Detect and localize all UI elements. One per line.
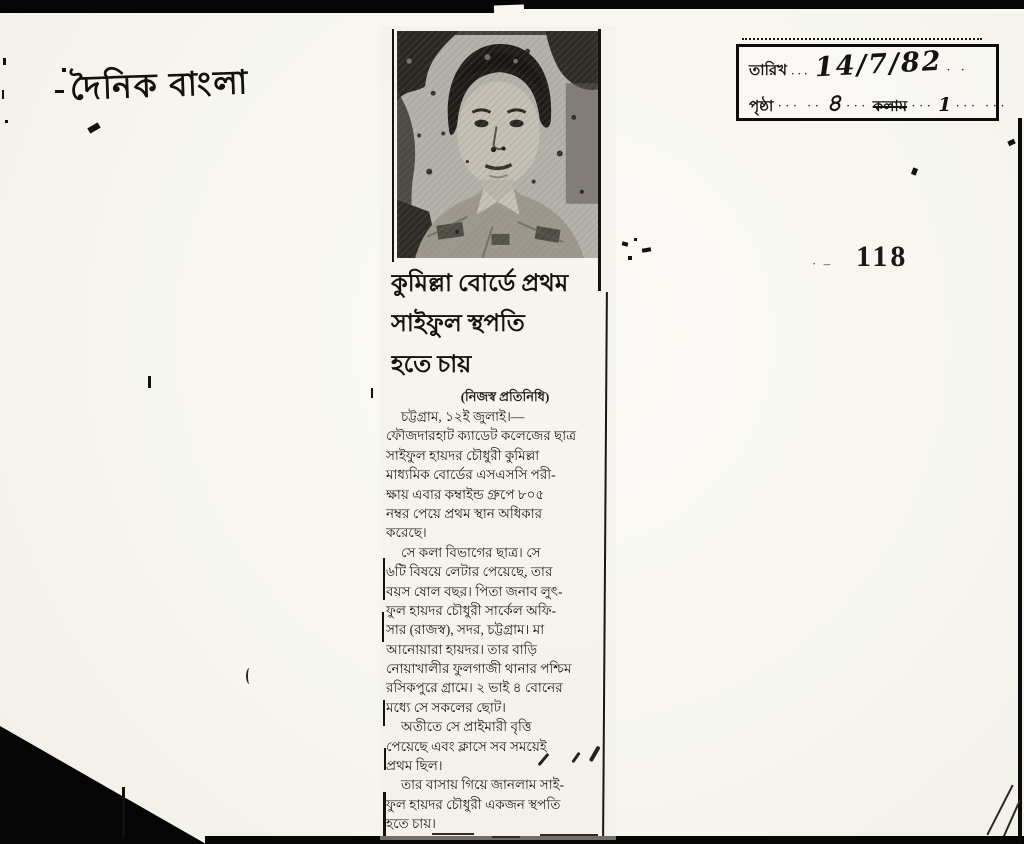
headline-line-3: হতে চায়	[391, 352, 472, 378]
body-line: ফুল হায়দর চৌধুরী একজন স্থপতি	[386, 796, 561, 812]
handwritten-page-number: ৪	[825, 87, 843, 118]
body-line: প্রথম ছিল।	[386, 758, 443, 774]
ink-speck	[634, 238, 637, 241]
body-line: নোয়াখালীর ফুলগাজী থানার পশ্চিম	[386, 661, 572, 677]
ink-speck	[55, 90, 64, 93]
photo-left-border	[392, 29, 394, 262]
body-line: ফুল হায়দর চৌধুরী সার্কেল অফি-	[386, 602, 557, 618]
body-line: পেয়েছে এবং ক্লাসে সব সময়েই	[386, 738, 547, 754]
mid-dots: ···	[845, 99, 869, 115]
clipping-edge-mark	[383, 558, 385, 600]
scan-edge-top-thin-strip	[524, 9, 1024, 13]
stamp-date-row	[749, 45, 988, 85]
body-line: নম্বর পেয়ে প্রথম স্থান অধিকার	[386, 505, 543, 521]
body-line: তার বাসায় গিয়ে জানলাম সাই-	[401, 777, 565, 793]
paren-ink-mark	[246, 668, 253, 684]
handwritten-column-number: 1	[938, 94, 952, 116]
clipping-edge-mark	[371, 388, 373, 398]
pencil-dashes: · –	[812, 256, 833, 271]
scan-edge-top-notch	[494, 4, 524, 14]
column-dots: ···	[911, 99, 935, 115]
clipping-edge-mark	[383, 792, 386, 836]
clipping-edge-mark	[384, 748, 386, 770]
ink-speck	[628, 256, 632, 260]
handwritten-date: 14/7/82	[813, 45, 943, 84]
stamp-box-outer-line	[742, 38, 982, 40]
archive-stamp-box	[736, 44, 1008, 121]
underline-dash	[492, 836, 520, 838]
ink-speck	[1007, 139, 1015, 146]
body-line: অতীতে সে প্রাইমারী বৃত্তি	[401, 719, 532, 735]
stamp-page-row	[749, 85, 1008, 119]
body-line: মাধ্যমিক বোর্ডের এসএসসি পরী-	[386, 467, 556, 483]
ink-speck	[911, 167, 918, 175]
ink-speck	[3, 58, 6, 65]
underline-dash	[432, 833, 474, 835]
body-line: সার (রাজস্ব), সদর, চট্টগ্রাম। মা	[386, 622, 545, 638]
date-label: তারিখ	[749, 62, 787, 79]
ink-speck	[622, 241, 629, 246]
student-portrait-photo	[397, 31, 598, 258]
body-line: বয়স ষোল বছর। পিতা জনাব লুৎ-	[386, 583, 563, 599]
newspaper-masthead: দৈনিক বাংলা	[69, 65, 251, 108]
underline-dash	[540, 834, 598, 836]
ink-speck	[148, 376, 151, 388]
ink-speck	[642, 247, 652, 253]
body-line: হতে চায়।	[386, 816, 437, 832]
body-line: আনোয়ারা হায়দর। তার বাড়ি	[386, 641, 538, 657]
column-label: কলাম	[872, 98, 908, 115]
trailing-dots: ··· ···	[955, 99, 1008, 115]
ink-speck	[2, 90, 4, 99]
ink-speck	[87, 122, 100, 133]
body-line: মধ্যে সে সকলের ছোট।	[386, 699, 506, 715]
scan-edge-bottom-left-triangle	[0, 726, 206, 844]
archive-page-number: 118	[856, 240, 909, 273]
ink-speck	[122, 787, 125, 837]
headline-line-2: সাইফুল স্থপতি	[391, 311, 525, 337]
scan-edge-right-border	[1018, 118, 1022, 844]
halftone-portrait-graphic	[397, 31, 598, 258]
body-line: সে কলা বিভাগের ছাত্র। সে	[401, 544, 541, 560]
ink-speck	[62, 68, 66, 72]
date-dots: ...	[791, 63, 811, 79]
ink-speck	[5, 120, 8, 123]
photo-right-border	[598, 29, 601, 291]
headline-line-1: কুমিল্লা বোর্ডে প্রথম	[391, 271, 569, 297]
body-line: করেছে।	[386, 525, 427, 541]
date-trailing-dots: · ·	[946, 63, 968, 79]
body-line: সাইফুল হায়দর চৌধুরী কুমিল্লা	[386, 447, 540, 463]
page-dots: ··· ··	[777, 99, 823, 115]
page-label: পৃষ্ঠা	[749, 98, 774, 115]
body-line: ফৌজদারহাট ক্যাডেট কলেজের ছাত্র	[386, 428, 577, 444]
article-body	[386, 407, 607, 835]
body-line: ক্ষায় এবার কম্বাইন্ড গ্রুপে ৮০৫	[386, 486, 545, 502]
clipping-edge-mark	[382, 612, 384, 642]
body-line: ৬টি বিষয়ে লেটার পেয়েছে, তার	[386, 564, 553, 580]
byline: (নিজস্ব প্রতিনিধি)	[460, 389, 550, 404]
page-curl-line	[986, 785, 1013, 836]
body-line: রসিকপুরে গ্রামে। ২ ভাই ৪ বোনের	[386, 680, 563, 696]
clipping-edge-mark	[383, 700, 385, 726]
body-line: চট্টগ্রাম, ১২ই জুলাই।—	[401, 409, 525, 424]
